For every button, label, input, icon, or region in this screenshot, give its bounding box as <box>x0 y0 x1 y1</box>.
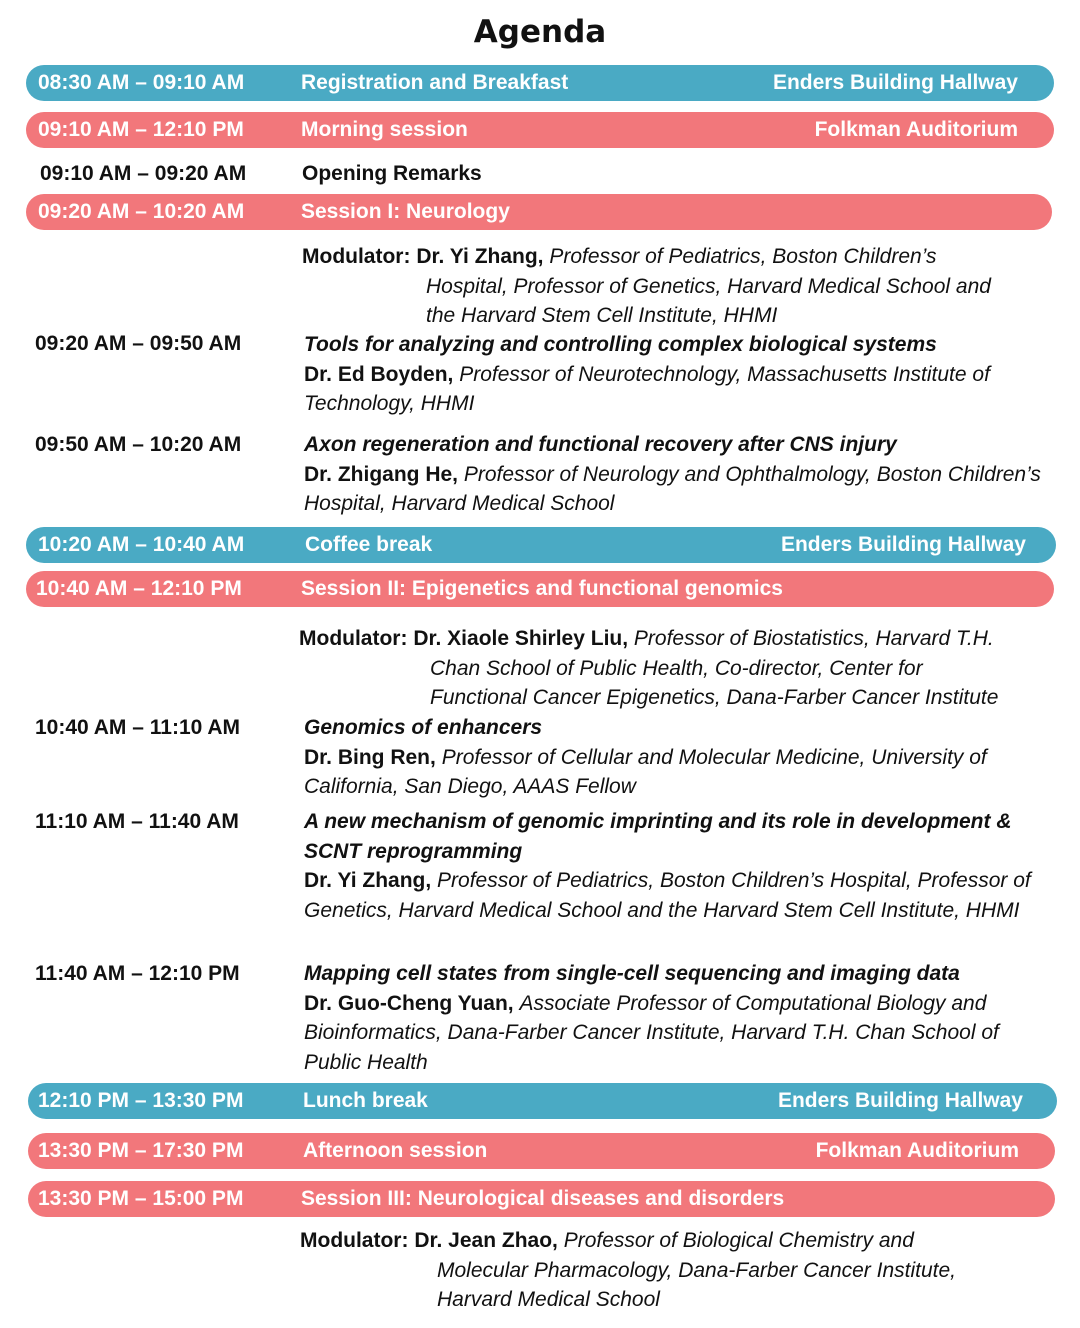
agenda-bar-session2 <box>26 571 1054 607</box>
talk-title: Tools for analyzing and controlling complex biological systems <box>304 333 937 356</box>
modulator-affiliation-line: the Harvard Stem Cell Institute, HHMI <box>426 304 778 327</box>
speaker-name: Dr. Guo-Cheng Yuan, <box>304 991 514 1015</box>
bar-label: Afternoon session <box>303 1139 488 1162</box>
agenda-bar-coffee <box>26 527 1056 563</box>
modulator-affiliation-line: Chan School of Public Health, Co-director, Center for <box>430 656 923 680</box>
talk-title: A new mechanism of genomic imprinting and its role in development & SCNT reprogramming <box>304 810 1012 863</box>
talk-time: 09:20 AM – 09:50 AM <box>35 332 242 355</box>
speaker-affiliation: Professor of Cellular and Molecular Medicine, University of California, San Diego, AAAS Fellow <box>304 745 987 798</box>
talk-time: 11:40 AM – 12:10 PM <box>35 962 240 985</box>
bar-label: Session II: Epigenetics and functional genomics <box>301 577 783 600</box>
modulator-session2 <box>299 624 998 713</box>
speaker-name: Dr. Ed Boyden, <box>304 362 454 386</box>
bar-location: Enders Building Hallway <box>777 1089 1023 1112</box>
bar-location: Folkman Auditorium <box>815 1139 1019 1162</box>
bar-label: Morning session <box>301 118 468 141</box>
agenda-bar-registration <box>26 65 1054 101</box>
talk-time: 09:50 AM – 10:20 AM <box>35 433 242 456</box>
speaker-affiliation: Associate Professor of Computational Biology and Bioinformatics, Dana-Farber Cancer Institute, Harvard T.H. Chan School of Public Health <box>304 991 999 1074</box>
modulator-session1 <box>302 242 991 331</box>
talk-item <box>304 430 1044 519</box>
talk-item <box>304 959 1044 1077</box>
bar-time: 13:30 PM – 15:00 PM <box>38 1187 244 1210</box>
talk-item <box>304 807 1044 925</box>
modulator-session3 <box>300 1226 956 1315</box>
modulator-affiliation-line: Hospital, Professor of Genetics, Harvard Medical School and <box>426 274 991 298</box>
modulator-prefix: Modulator: <box>299 627 408 650</box>
talk-title: Genomics of enhancers <box>304 716 543 739</box>
modulator-affiliation-line: Professor of Pediatrics, Boston Children’s <box>549 245 937 268</box>
bar-label: Session I: Neurology <box>301 200 510 223</box>
modulator-prefix: Modulator: <box>300 1229 409 1252</box>
speaker-affiliation: Professor of Neurology and Ophthalmology, Boston Children’s Hospital, Harvard Medical School <box>304 462 1041 515</box>
modulator-name: Dr. Jean Zhao, <box>414 1229 558 1252</box>
talk-item <box>304 713 1044 802</box>
speaker-name: Dr. Zhigang He, <box>304 462 459 486</box>
page-title: Agenda <box>473 14 607 50</box>
opening-time: 09:10 AM – 09:20 AM <box>40 162 247 185</box>
bar-time: 10:40 AM – 12:10 PM <box>36 577 242 600</box>
agenda-bar-session3 <box>28 1181 1055 1217</box>
speaker-name: Dr. Bing Ren, <box>304 745 436 769</box>
bar-location: Enders Building Hallway <box>780 533 1026 556</box>
agenda-bar-morning <box>26 112 1054 148</box>
talk-item <box>304 330 1044 419</box>
modulator-affiliation-line: Professor of Biological Chemistry and <box>563 1229 914 1252</box>
modulator-prefix: Modulator: <box>302 245 411 268</box>
speaker-name: Dr. Yi Zhang, <box>304 869 432 892</box>
agenda-bar-afternoon <box>28 1133 1055 1169</box>
talk-time: 10:40 AM – 11:10 AM <box>35 716 241 739</box>
modulator-affiliation-line: Professor of Biostatistics, Harvard T.H. <box>633 627 994 650</box>
bar-time: 10:20 AM – 10:40 AM <box>38 533 245 556</box>
bar-location: Folkman Auditorium <box>814 118 1018 141</box>
bar-location: Enders Building Hallway <box>772 71 1018 94</box>
modulator-affiliation-line: Functional Cancer Epigenetics, Dana-Farber Cancer Institute <box>430 686 999 709</box>
bar-time: 12:10 PM – 13:30 PM <box>38 1089 244 1112</box>
talk-title: Mapping cell states from single-cell sequencing and imaging data <box>304 962 960 985</box>
bar-label: Registration and Breakfast <box>301 71 569 94</box>
bar-label: Lunch break <box>303 1089 428 1112</box>
opening-label: Opening Remarks <box>302 162 482 185</box>
modulator-affiliation-line: Harvard Medical School <box>437 1288 660 1311</box>
speaker-affiliation: Professor of Pediatrics, Boston Children’s Hospital, Professor of Genetics, Harvard Medical School and the Harvard Stem Cell Institute, HHMI <box>304 869 1031 922</box>
modulator-name: Dr. Yi Zhang, <box>416 245 544 268</box>
modulator-name: Dr. Xiaole Shirley Liu, <box>413 627 629 650</box>
bar-time: 08:30 AM – 09:10 AM <box>38 71 245 94</box>
bar-time: 09:20 AM – 10:20 AM <box>38 200 245 223</box>
bar-time: 09:10 AM – 12:10 PM <box>38 118 244 141</box>
talk-title: Axon regeneration and functional recovery after CNS injury <box>304 433 897 456</box>
talk-time: 11:10 AM – 11:40 AM <box>35 810 239 833</box>
bar-label: Coffee break <box>305 533 433 556</box>
agenda-bar-session1 <box>26 194 1052 230</box>
bar-time: 13:30 PM – 17:30 PM <box>38 1139 244 1162</box>
modulator-affiliation-line: Molecular Pharmacology, Dana-Farber Cancer Institute, <box>437 1258 957 1282</box>
speaker-affiliation: Professor of Neurotechnology, Massachusetts Institute of Technology, HHMI <box>304 362 990 415</box>
agenda-bar-lunch <box>28 1083 1057 1119</box>
bar-label: Session III: Neurological diseases and disorders <box>301 1187 785 1210</box>
